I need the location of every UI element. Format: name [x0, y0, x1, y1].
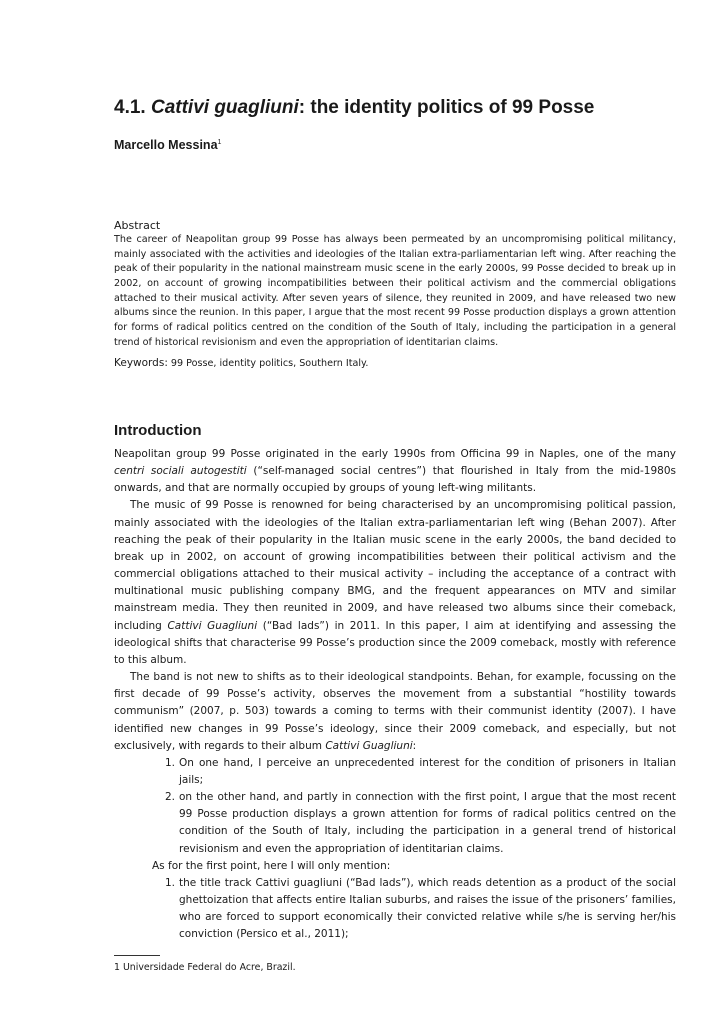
abstract-text: The career of Neapolitan group 99 Posse has always been permeated by an uncompromising political militancy, mainly associated with the activities and ideologies of the Italian extra-parliamentarian left wing. After reaching the peak of their popularity in the national mainstream music scene in the early 2000s, 99 Posse decided to break up in 2002, on account of growing incompatibilities between their political activism and the commercial obligations attached to their musical activity. After seven years of silence, they reunited in 2009, and have released two new albums since the reunion. In this paper, I argue that the most recent 99 Posse production displays a grown attention for forms of radical politics centred on the condition of the South of Italy, including the participation in a general trend of historical revisionism and even the appropriation of identitarian claims. — [114, 234, 676, 348]
list-item-number: 1. — [165, 876, 176, 889]
paragraph-1 — [114, 446, 676, 497]
list-item-text: On one hand, I perceive an unprecedented interest for the condition of prisoners in Italian jails; — [179, 756, 676, 786]
paragraph-1-text-c: (“self-managed social centres”) that flourished in Italy from the mid-1980s onwards, and that are normally occupied by groups of young left-wing militants. — [114, 465, 676, 495]
mention-line: As for the first point, here I will only mention: — [152, 859, 391, 872]
list-item — [114, 755, 676, 789]
list-item-text: on the other hand, and partly in connection with the first point, I argue that the most recent 99 Posse production displays a grown attention for forms of radical politics centred on the condition of the South of Italy, including the participation in a general trend of historical revisionism and even the appropriation of identitarian claims. — [179, 791, 676, 855]
list-item-number: 2. — [165, 791, 176, 804]
list-item-number: 1. — [165, 756, 176, 769]
paragraph-1-italic: centri sociali autogestiti — [114, 465, 247, 478]
paragraph-3-text-c: : — [412, 739, 417, 752]
list-item — [114, 875, 676, 944]
numbered-list-1 — [114, 755, 676, 858]
chapter-title — [114, 97, 714, 119]
title-italic: Cattivi guagliuni — [150, 97, 299, 118]
paragraph-2-text-c: (“Bad lads”) in 2011. In this paper, I aim at identifying and assessing the ideological shifts that characterise 99 Posse’s production since the 2009 comeback, mostly with reference to this album. — [114, 619, 676, 666]
keywords-text: 99 Posse, identity politics, Southern Italy. — [167, 358, 369, 369]
title-rest: : the identity politics of 99 Posse — [298, 97, 595, 118]
paragraph-2 — [114, 497, 676, 669]
keywords-label: Keywords: — [114, 357, 168, 369]
author-footnote-mark: 1 — [217, 138, 222, 146]
paragraph-3-italic: Cattivi Guagliuni — [325, 739, 413, 752]
introduction-body — [114, 446, 676, 944]
author-line — [114, 138, 221, 152]
list-item-text: the title track Cattivi guagliuni (“Bad lads”), which reads detention as a product of the social ghettoization that affects entire Italian suburbs, and raises the issue of the prisoners’ families, who are forced to support economically their convicted relative while s/he is serving her/his conviction (Persico et al., 2011); — [179, 876, 676, 941]
introduction-heading: Introduction — [114, 422, 202, 439]
chapter-number: 4.1. — [114, 97, 146, 118]
paragraph-3-text-a: The band is not new to shifts as to their ideological standpoints. Behan, for example, focussing on the first decade of 99 Posse’s activity, observes the movement from a substantial “hostility towards communism” (2007, p. 503) towards a coming to terms with their communist identity (2007). I have identified new changes in 99 Posse’s ideology, since their 2009 comeback, and especially, but not exclusively, with regards to their album — [114, 671, 676, 752]
paragraph-1-text-a: Neapolitan group 99 Posse originated in the early 1990s from Officina 99 in Naples, one of the many — [114, 448, 676, 460]
footnote: 1 Universidade Federal do Acre, Brazil. — [114, 962, 296, 973]
keywords-line — [114, 357, 368, 369]
paragraph-2-italic: Cattivi Guagliuni — [167, 619, 258, 632]
paragraph-3 — [114, 669, 676, 755]
footnote-divider — [114, 955, 160, 956]
list-item — [114, 789, 676, 858]
author-name: Marcello Messina — [114, 138, 218, 152]
abstract-heading: Abstract — [114, 219, 161, 232]
paragraph-2-text-a: The music of 99 Posse is renowned for being characterised by an uncompromising political passion, mainly associated with the ideologies of the Italian extra-parliamentarian left wing (Behan 2007). After reaching the peak of their popularity in the Italian music scene in the early 2000s, the band decided to break up in 2002, on account of growing incompatibilities between their political activism and the commercial obligations attached to their musical activity – including the acceptance of a contract with multinational music publishing company BMG, and the frequent appearances on MTV and similar mainstream media. They then reunited in 2009, and have released two albums since their comeback, including — [114, 499, 676, 632]
numbered-list-2 — [114, 875, 676, 944]
